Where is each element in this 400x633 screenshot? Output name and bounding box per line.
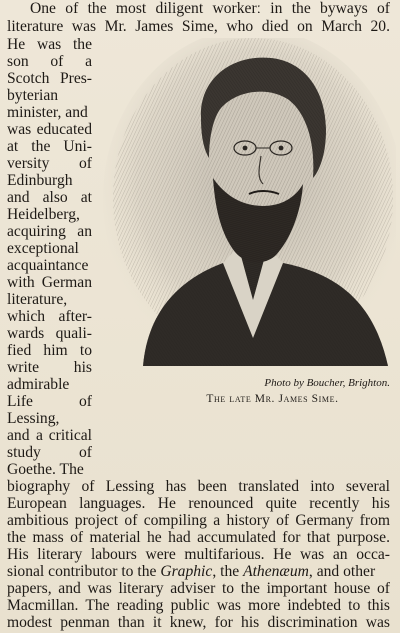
narrow-line: write his [7,359,92,376]
body-line: biography of Lessing has been translated into several [7,478,390,495]
narrow-line: son of a [7,53,92,70]
narrow-line: Lessing, [7,410,60,427]
photo-credit: Photo by Boucher, Brighton. [264,377,390,389]
narrow-line: Heidelberg, [7,206,80,223]
body-line: Macmillan. The reading public was more indebted to this [7,597,390,614]
narrow-line: minister, and [7,104,88,121]
narrow-line: Life of [7,393,92,410]
body-line: His literary labours were multifarious. He was an occa- [7,546,390,563]
body-text: sional contributor to the [7,563,157,580]
narrow-line: Scotch Pres- [7,70,92,87]
body-line: modest penman than it knew, for his discrimination was [7,614,390,631]
narrow-line: admirable [7,376,70,393]
narrow-line: versity of [7,155,92,172]
narrow-line: a critical [36,427,92,444]
narrow-line: exceptional [7,240,79,257]
narrow-line: and [7,427,30,444]
narrow-line: byterian [7,87,59,104]
narrow-line: wards quali- [7,325,92,342]
intro-line-2: literature was Mr. James Sime, who died on March 20. [7,18,390,35]
narrow-line: at the Uni- [7,138,92,155]
narrow-line: which after- [7,308,92,325]
narrow-line: study of [7,444,92,461]
narrow-line: acquiring an [7,223,92,240]
body-text: , and other [308,563,376,580]
narrow-line: He was the [7,36,92,53]
narrow-line: Goethe. The [7,461,84,478]
intro-line-1: One of the most diligent workerː in the byways of [30,0,390,17]
body-line: European languages. He renounced quite recently his [7,495,390,512]
portrait-caption: The late Mr. James Sime. [206,393,339,405]
periodical-title: Graphic [160,563,213,580]
narrow-line: was educated [7,121,92,138]
body-line-periodicals [7,563,390,580]
body-text: , the [212,563,244,580]
body-line: papers, and was literary adviser to the important house of [7,580,390,597]
body-line: the mass of material he had accumulated for that purpose. [7,529,390,546]
narrow-line: literature, [7,291,68,308]
body-line: ambitious project of compiling a history of Germany from [7,512,390,529]
narrow-line: fied him to [7,342,92,359]
periodical-title: Athenæum [243,563,309,580]
narrow-line: with German [7,274,92,291]
narrow-line: acquaintance [7,257,89,274]
narrow-line: and also at [7,189,92,206]
portrait-engraving [103,38,396,366]
narrow-line: Edinburgh [7,172,73,189]
